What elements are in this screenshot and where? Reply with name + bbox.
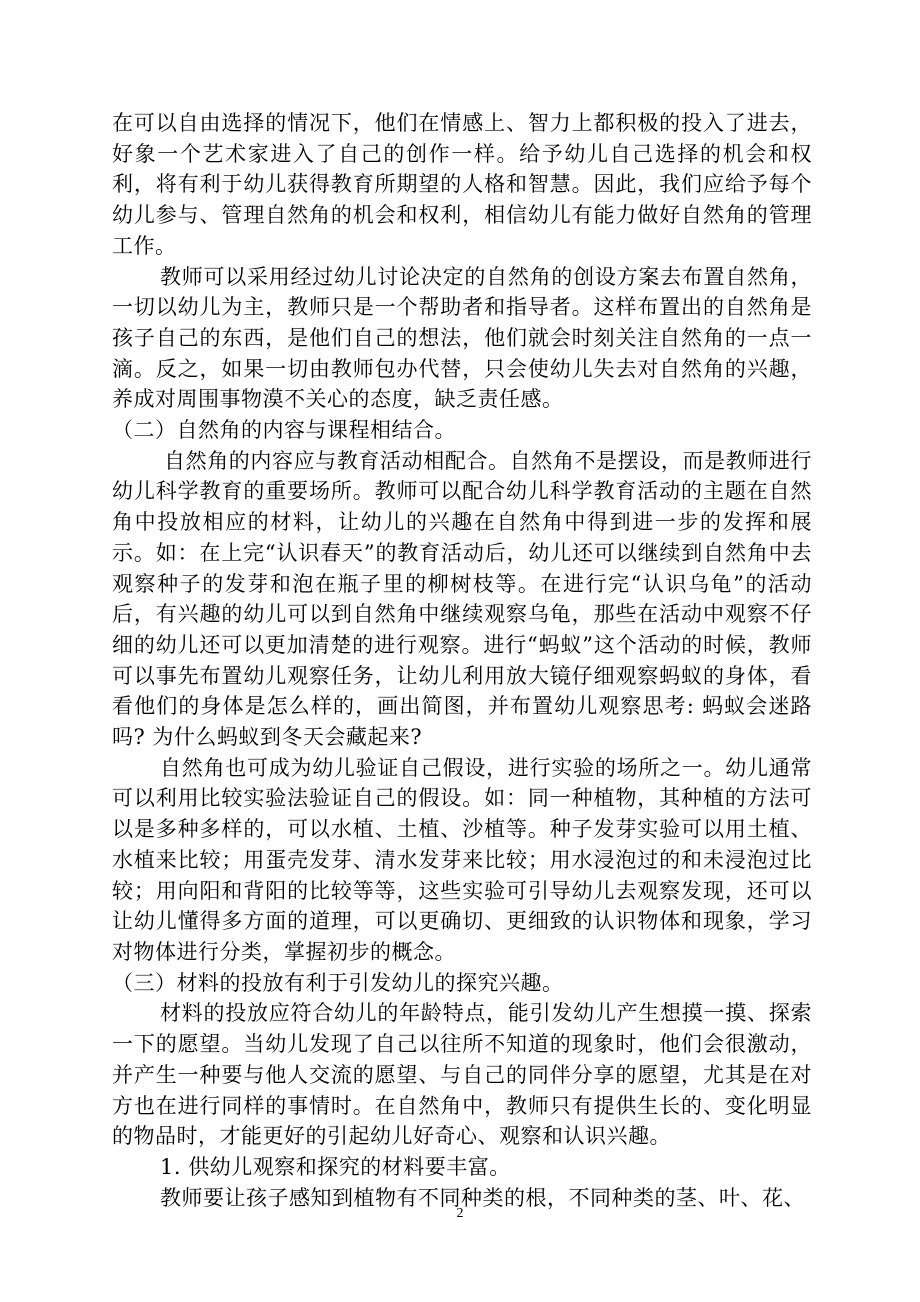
section-heading-3: （三）材料的投放有利于引发幼儿的探究兴趣。 bbox=[112, 970, 564, 995]
section-heading-2: （二）自然角的内容与课程相结合。 bbox=[112, 418, 456, 443]
paragraph-4: 自然角也可成为幼儿验证自己假设，进行实验的场所之一。幼儿通常可以利用比较实验法验证自己的假设。如：同一种植物，其种植的方法可以是多种多样的，可以水植、土植、沙植等。种子发芽实验可以用土植、水植来比较；用蛋壳发芽、清水发芽来比较；用水浸泡过的和未浸泡过比较；用向阳和背阳的比较等等，这些实验可引导幼儿去观察发现，还可以让幼儿懂得多方面的道理，可以更确切、更细致的认识物体和现象，学习对物体进行分类，掌握初步的概念。 bbox=[112, 755, 812, 964]
paragraph-2: 教师可以采用经过幼儿讨论决定的自然角的创设方案去布置自然角，一切以幼儿为主，教师只是一个帮助者和指导者。这样布置出的自然角是孩子自己的东西，是他们自己的想法，他们就会时刻关注自然角的一点一滴。反之，如果一切由教师包办代替，只会使幼儿失去对自然角的兴趣，养成对周围事物漠不关心的态度，缺乏责任感。 bbox=[112, 264, 812, 412]
page-number: 2 bbox=[456, 1206, 464, 1221]
numbered-item-1: 1. 供幼儿观察和探究的材料要丰富。 bbox=[160, 1154, 511, 1179]
paragraph-1: 在可以自由选择的情况下，他们在情感上、智力上都积极的投入了进去，好象一个艺术家进入了自己的创作一样。给予幼儿自己选择的机会和权利，将有利于幼儿获得教育所期望的人格和智慧。因此，我们应给予每个幼儿参与、管理自然角的机会和权利，相信幼儿有能力做好自然角的管理工作。 bbox=[112, 111, 812, 258]
document-body bbox=[112, 108, 812, 1213]
paragraph-6: 教师要让孩子感知到植物有不同种类的根，不同种类的茎、叶、花、 bbox=[160, 1185, 805, 1210]
paragraph-5: 材料的投放应符合幼儿的年龄特点，能引发幼儿产生想摸一摸、探索一下的愿望。当幼儿发现了自己以往所不知道的现象时，他们会很激动，并产生一种要与他人交流的愿望、与自己的同伴分享的愿望，尤其是在对方也在进行同样的事情时。在自然角中，教师只有提供生长的、变化明显的物品时，才能更好的引起幼儿好奇心、观察和认识兴趣。 bbox=[112, 1001, 812, 1149]
paragraph-3: 自然角的内容应与教育活动相配合。自然角不是摆设，而是教师进行幼儿科学教育的重要场所。教师可以配合幼儿科学教育活动的主题在自然角中投放相应的材料，让幼儿的兴趣在自然角中得到进一步的发挥和展示。如：在上完“认识春天”的教育活动后，幼儿还可以继续到自然角中去观察种子的发芽和泡在瓶子里的柳树枝等。在进行完“认识乌龟”的活动后，有兴趣的幼儿可以到自然角中继续观察乌龟，那些在活动中观察不仔细的幼儿还可以更加清楚的进行观察。进行“蚂蚁”这个活动的时候，教师可以事先布置幼儿观察任务，让幼儿利用放大镜仔细观察蚂蚁的身体，看看他们的身体是怎么样的，画出简图，并布置幼儿观察思考: 蚂蚁会迷路吗? 为什么蚂蚁到冬天会藏起来? bbox=[112, 448, 812, 750]
